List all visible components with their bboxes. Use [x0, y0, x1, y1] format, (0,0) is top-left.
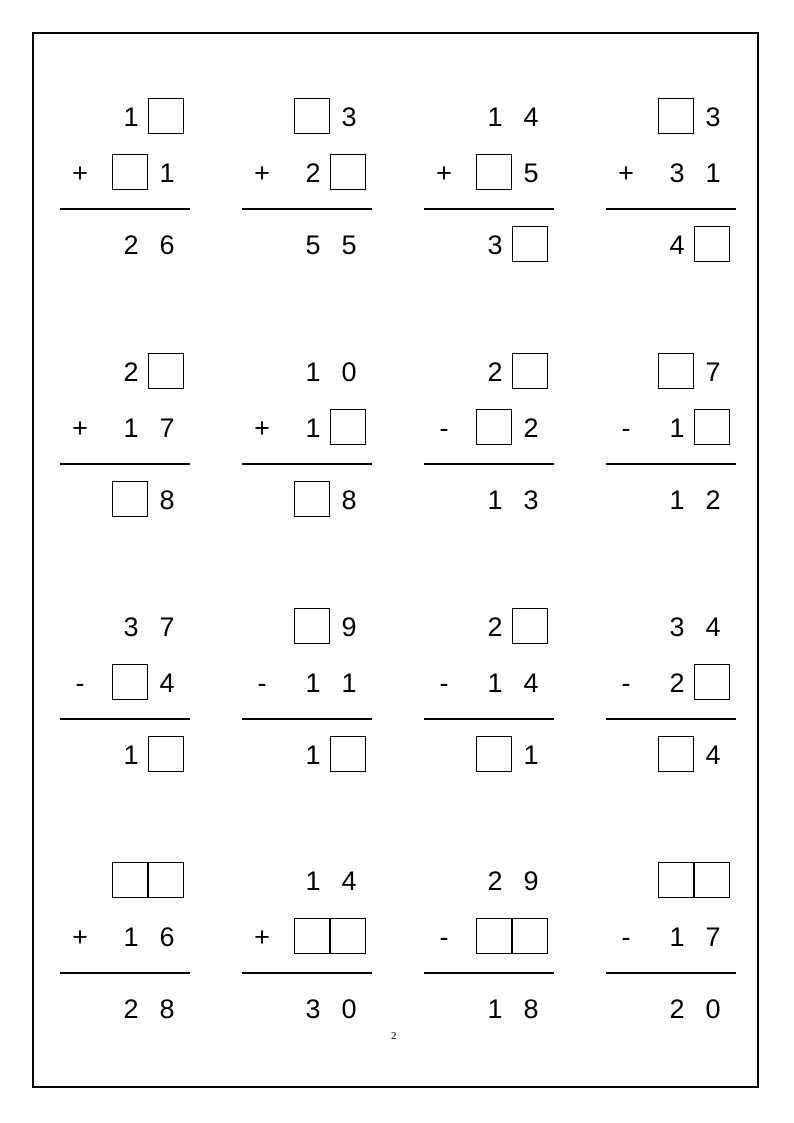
digit: 1	[705, 158, 721, 188]
page-number: 2	[391, 1030, 397, 1042]
sum-line	[606, 463, 736, 465]
sum-line	[242, 463, 372, 465]
digit: 5	[305, 230, 321, 260]
answer-box[interactable]	[476, 736, 512, 772]
sum-line	[60, 972, 190, 974]
digit: 1	[123, 922, 139, 952]
sum-line	[60, 718, 190, 720]
answer-box[interactable]	[148, 98, 184, 134]
digit: 0	[705, 994, 721, 1024]
operator-sign: -	[621, 922, 631, 952]
problem	[424, 608, 554, 808]
digit: 2	[123, 994, 139, 1024]
digit: 1	[305, 668, 321, 698]
answer-box[interactable]	[112, 664, 148, 700]
problem	[242, 862, 372, 1062]
answer-box[interactable]	[330, 409, 366, 445]
operator-sign: +	[72, 413, 88, 443]
problem	[606, 862, 736, 1062]
answer-box[interactable]	[112, 154, 148, 190]
answer-box[interactable]	[476, 154, 512, 190]
operator-sign: +	[254, 922, 270, 952]
digit: 1	[305, 357, 321, 387]
digit: 1	[669, 485, 685, 515]
sum-line	[242, 972, 372, 974]
digit: 6	[159, 922, 175, 952]
sum-line	[424, 718, 554, 720]
sum-line	[606, 718, 736, 720]
problem	[60, 98, 190, 298]
problem	[242, 608, 372, 808]
digit: 1	[487, 102, 503, 132]
digit: 3	[669, 158, 685, 188]
digit: 4	[669, 230, 685, 260]
digit: 7	[159, 413, 175, 443]
operator-sign: -	[439, 922, 449, 952]
problem	[606, 98, 736, 298]
digit: 3	[669, 612, 685, 642]
digit: 1	[487, 668, 503, 698]
problem	[424, 98, 554, 298]
digit: 7	[705, 357, 721, 387]
digit: 4	[705, 612, 721, 642]
digit: 3	[305, 994, 321, 1024]
digit: 2	[487, 612, 503, 642]
sum-line	[424, 463, 554, 465]
answer-box[interactable]	[294, 918, 330, 954]
digit: 1	[669, 922, 685, 952]
problem	[424, 353, 554, 553]
digit: 4	[523, 668, 539, 698]
digit: 3	[705, 102, 721, 132]
answer-box[interactable]	[512, 918, 548, 954]
problem	[606, 353, 736, 553]
answer-box[interactable]	[658, 736, 694, 772]
sum-line	[424, 208, 554, 210]
digit: 4	[341, 866, 357, 896]
operator-sign: -	[439, 668, 449, 698]
sum-line	[424, 972, 554, 974]
answer-box[interactable]	[148, 353, 184, 389]
answer-box[interactable]	[330, 918, 366, 954]
digit: 7	[705, 922, 721, 952]
operator-sign: -	[439, 413, 449, 443]
digit: 1	[305, 866, 321, 896]
problem	[242, 98, 372, 298]
sum-line	[60, 208, 190, 210]
digit: 1	[669, 413, 685, 443]
operator-sign: -	[75, 668, 85, 698]
digit: 2	[487, 866, 503, 896]
problem	[606, 608, 736, 808]
answer-box[interactable]	[512, 608, 548, 644]
digit: 6	[159, 230, 175, 260]
sum-line	[242, 718, 372, 720]
digit: 2	[305, 158, 321, 188]
answer-box[interactable]	[694, 862, 730, 898]
digit: 1	[487, 485, 503, 515]
digit: 4	[523, 102, 539, 132]
sum-line	[606, 972, 736, 974]
problem	[60, 353, 190, 553]
digit: 3	[487, 230, 503, 260]
answer-box[interactable]	[148, 862, 184, 898]
digit: 2	[523, 413, 539, 443]
operator-sign: +	[72, 158, 88, 188]
digit: 0	[341, 357, 357, 387]
digit: 9	[523, 866, 539, 896]
answer-box[interactable]	[512, 226, 548, 262]
digit: 5	[341, 230, 357, 260]
digit: 2	[123, 357, 139, 387]
answer-box[interactable]	[512, 353, 548, 389]
answer-box[interactable]	[694, 409, 730, 445]
operator-sign: -	[257, 668, 267, 698]
digit: 2	[669, 668, 685, 698]
digit: 1	[487, 994, 503, 1024]
operator-sign: -	[621, 413, 631, 443]
answer-box[interactable]	[330, 154, 366, 190]
digit: 2	[123, 230, 139, 260]
answer-box[interactable]	[694, 226, 730, 262]
operator-sign: +	[618, 158, 634, 188]
answer-box[interactable]	[112, 481, 148, 517]
problem	[60, 608, 190, 808]
problem	[424, 862, 554, 1062]
sum-line	[60, 463, 190, 465]
digit: 0	[341, 994, 357, 1024]
answer-box[interactable]	[476, 409, 512, 445]
digit: 1	[341, 668, 357, 698]
digit: 2	[705, 485, 721, 515]
digit: 5	[523, 158, 539, 188]
answer-box[interactable]	[330, 736, 366, 772]
digit: 4	[705, 740, 721, 770]
operator-sign: +	[436, 158, 452, 188]
answer-box[interactable]	[658, 862, 694, 898]
operator-sign: +	[254, 413, 270, 443]
digit: 2	[487, 357, 503, 387]
digit: 2	[669, 994, 685, 1024]
answer-box[interactable]	[694, 664, 730, 700]
answer-box[interactable]	[112, 862, 148, 898]
answer-box[interactable]	[476, 918, 512, 954]
digit: 3	[123, 612, 139, 642]
sum-line	[242, 208, 372, 210]
digit: 1	[305, 413, 321, 443]
digit: 1	[123, 102, 139, 132]
digit: 3	[523, 485, 539, 515]
answer-box[interactable]	[294, 98, 330, 134]
digit: 8	[341, 485, 357, 515]
digit: 1	[305, 740, 321, 770]
operator-sign: +	[254, 158, 270, 188]
operator-sign: +	[72, 922, 88, 952]
digit: 8	[159, 994, 175, 1024]
answer-box[interactable]	[658, 98, 694, 134]
digit: 3	[341, 102, 357, 132]
digit: 7	[159, 612, 175, 642]
digit: 4	[159, 668, 175, 698]
sum-line	[606, 208, 736, 210]
answer-box[interactable]	[148, 736, 184, 772]
digit: 9	[341, 612, 357, 642]
answer-box[interactable]	[658, 353, 694, 389]
digit: 1	[523, 740, 539, 770]
digit: 1	[123, 740, 139, 770]
problem	[60, 862, 190, 1062]
digit: 8	[523, 994, 539, 1024]
answer-box[interactable]	[294, 608, 330, 644]
problem	[242, 353, 372, 553]
answer-box[interactable]	[294, 481, 330, 517]
digit: 1	[159, 158, 175, 188]
digit: 8	[159, 485, 175, 515]
digit: 1	[123, 413, 139, 443]
operator-sign: -	[621, 668, 631, 698]
